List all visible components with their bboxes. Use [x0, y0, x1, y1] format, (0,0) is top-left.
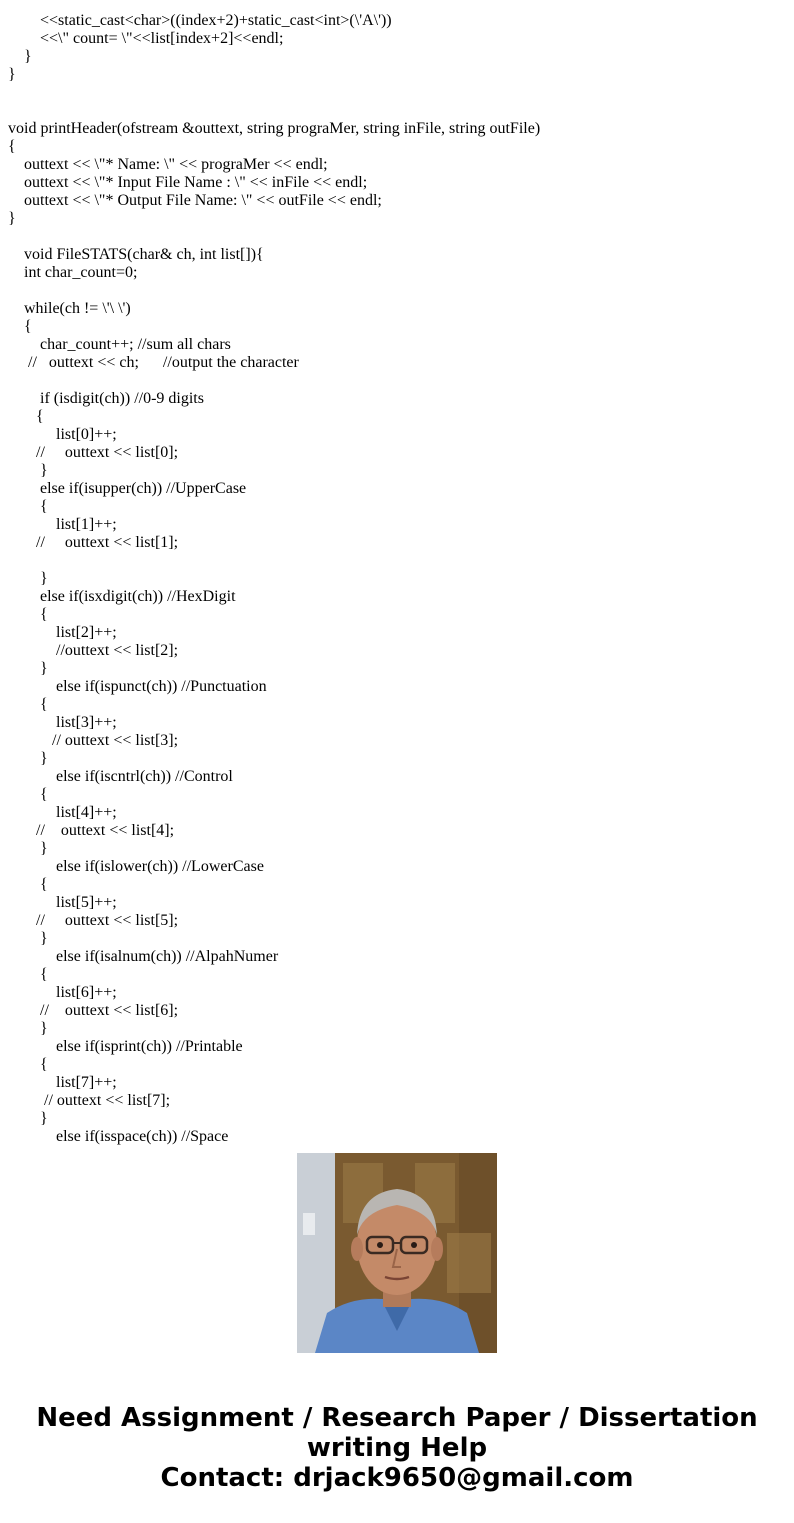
- presenter-avatar: [297, 1153, 497, 1353]
- code-line: list[0]++;: [8, 426, 117, 443]
- code-line: char_count++; //sum all chars: [8, 336, 231, 353]
- code-line: <<static_cast<char>((index+2)+static_cast<int>(\'A\')): [8, 12, 392, 29]
- code-line: }: [8, 750, 48, 767]
- code-line: list[2]++;: [8, 624, 117, 641]
- code-line: outtext << \"* Output File Name: \" << outFile << endl;: [8, 192, 382, 209]
- code-line: {: [8, 786, 48, 803]
- promo-banner: [0, 1403, 794, 1493]
- code-line: while(ch != \'\ \'): [8, 300, 131, 317]
- code-line: // outtext << list[7];: [8, 1092, 171, 1109]
- code-line: }: [8, 1020, 48, 1037]
- code-line: list[1]++;: [8, 516, 117, 533]
- code-line: list[6]++;: [8, 984, 117, 1001]
- code-line: void printHeader(ofstream &outtext, string prograMer, string inFile, string outFile): [8, 120, 541, 137]
- code-line: }: [8, 570, 48, 587]
- code-line: // outtext << list[5];: [8, 912, 179, 929]
- code-line: //outtext << list[2];: [8, 642, 179, 659]
- code-line: list[3]++;: [8, 714, 117, 731]
- code-line: // outtext << list[3];: [8, 732, 179, 749]
- code-line: // outtext << list[6];: [8, 1002, 179, 1019]
- code-line: else if(isalnum(ch)) //AlpahNumer: [8, 948, 279, 965]
- code-line: outtext << \"* Input File Name : \" << inFile << endl;: [8, 174, 368, 191]
- code-line: }: [8, 210, 16, 227]
- code-line: {: [8, 1056, 48, 1073]
- code-line: {: [8, 138, 16, 155]
- code-line: // outtext << list[0];: [8, 444, 179, 461]
- presenter-photo: [297, 1153, 497, 1353]
- code-line: // outtext << list[4];: [8, 822, 175, 839]
- code-line: }: [8, 66, 16, 83]
- code-line: }: [8, 840, 48, 857]
- code-line: else if(iscntrl(ch)) //Control: [8, 768, 233, 785]
- code-line: {: [8, 966, 48, 983]
- promo-line-2: writing Help: [306, 1433, 488, 1463]
- code-line: {: [8, 408, 44, 425]
- code-line: list[4]++;: [8, 804, 117, 821]
- code-line: else if(isprint(ch)) //Printable: [8, 1038, 243, 1055]
- code-line: }: [8, 1110, 48, 1127]
- code-line: {: [8, 696, 48, 713]
- code-line: if (isdigit(ch)) //0-9 digits: [8, 390, 204, 407]
- code-line: {: [8, 498, 48, 515]
- code-line: void FileSTATS(char& ch, int list[]){: [8, 246, 264, 263]
- code-line: else if(isupper(ch)) //UpperCase: [8, 480, 247, 497]
- code-line: else if(isxdigit(ch)) //HexDigit: [8, 588, 236, 605]
- code-line: // outtext << list[1];: [8, 534, 179, 551]
- code-line: }: [8, 660, 48, 677]
- code-line: list[7]++;: [8, 1074, 117, 1091]
- code-line: {: [8, 318, 32, 335]
- code-line: <<\" count= \"<<list[index+2]<<endl;: [8, 30, 284, 47]
- code-line: list[5]++;: [8, 894, 117, 911]
- code-line: int char_count=0;: [8, 264, 138, 281]
- code-line: {: [8, 876, 48, 893]
- code-line: else if(ispunct(ch)) //Punctuation: [8, 678, 267, 695]
- code-line: // outtext << ch; //output the character: [8, 354, 299, 371]
- code-line: else if(isspace(ch)) //Space: [8, 1128, 229, 1145]
- code-line: }: [8, 462, 48, 479]
- code-line: }: [8, 48, 32, 65]
- promo-line-1: Need Assignment / Research Paper / Dissertation: [36, 1403, 758, 1433]
- promo-line-3: Contact: drjack9650@gmail.com: [160, 1463, 634, 1493]
- code-line: outtext << \"* Name: \" << prograMer << endl;: [8, 156, 328, 173]
- code-line: else if(islower(ch)) //LowerCase: [8, 858, 264, 875]
- code-line: {: [8, 606, 48, 623]
- code-line: }: [8, 930, 48, 947]
